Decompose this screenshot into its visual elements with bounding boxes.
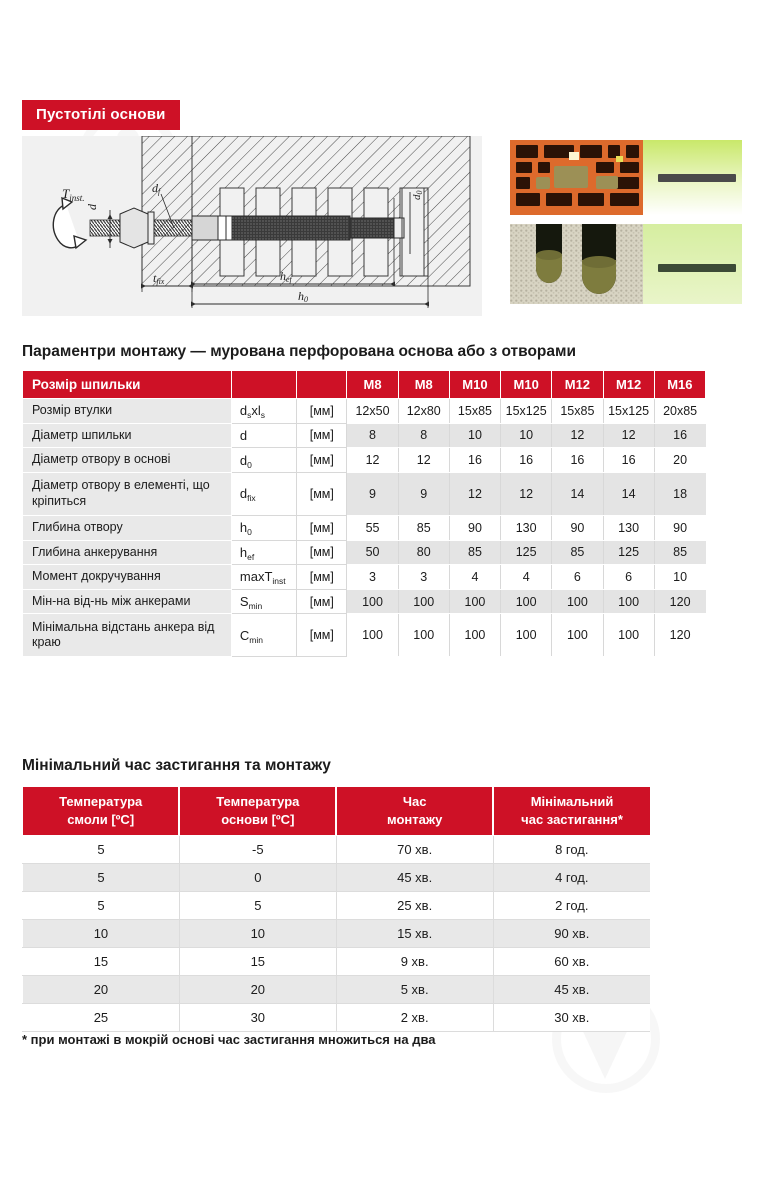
row-value: 3 (347, 565, 398, 590)
cure-table-body (23, 836, 651, 1032)
row-value: 45 хв. (336, 864, 493, 892)
row-value: 60 хв. (493, 948, 650, 976)
row-value: 125 (603, 540, 654, 565)
header-line-2: монтажу (387, 812, 443, 827)
table-row (23, 399, 706, 424)
row-value: 12 (501, 472, 552, 515)
row-symbol: $S_{min}$ (231, 589, 296, 614)
row-symbol: $d_sxl_s$ (231, 399, 296, 424)
row-value: 16 (501, 448, 552, 473)
row-value: 130 (501, 515, 552, 540)
row-value: 85 (398, 515, 449, 540)
row-value: 100 (347, 589, 398, 614)
installation-parameters-table (22, 370, 706, 657)
row-value: 10 (23, 920, 180, 948)
header-line-2: час застигання* (521, 812, 623, 827)
row-value: 16 (552, 448, 603, 473)
row-value: 25 (23, 1004, 180, 1032)
row-value: 130 (603, 515, 654, 540)
row-value: 15x85 (552, 399, 603, 424)
table-row (23, 976, 651, 1004)
row-value: 14 (552, 472, 603, 515)
row-value: 5 (23, 892, 180, 920)
row-value: 16 (603, 448, 654, 473)
row-value: 8 (398, 423, 449, 448)
row-value: 5 хв. (336, 976, 493, 1004)
row-value: 100 (501, 614, 552, 657)
header-size-6: M16 (654, 371, 705, 399)
table-row (23, 515, 706, 540)
row-value: 85 (449, 540, 500, 565)
aerated-concrete-photo (510, 224, 742, 304)
row-value: 20 (654, 448, 705, 473)
row-value: 0 (179, 864, 336, 892)
header-line-1: Температура (59, 794, 143, 810)
row-value: 6 (603, 565, 654, 590)
row-value: 20 (23, 976, 180, 1004)
table-row (23, 472, 706, 515)
diagram-label-df: df (152, 181, 161, 196)
diagram-label-h0: h0 (298, 289, 308, 304)
row-label: Момент докручування (23, 565, 232, 590)
row-value: 16 (449, 448, 500, 473)
row-label: Діаметр шпильки (23, 423, 232, 448)
row-value: 80 (398, 540, 449, 565)
header-symbol (231, 371, 296, 399)
row-value: 8 год. (493, 836, 650, 864)
header-size-2: M10 (449, 371, 500, 399)
header-line-2: смоли [ºC] (67, 812, 135, 827)
row-label: Діаметр отвору в елементі, що кріпиться (23, 472, 232, 515)
row-value: 100 (449, 589, 500, 614)
curing-time-table (22, 786, 650, 1032)
header-min-cure-time (493, 787, 650, 836)
header-resin-temperature (23, 787, 180, 836)
row-value: 20 (179, 976, 336, 1004)
table-row (23, 836, 651, 864)
header-install-time (336, 787, 493, 836)
header-size-1: M8 (398, 371, 449, 399)
table-header-row (23, 371, 706, 399)
row-value: 12x80 (398, 399, 449, 424)
row-value: 25 хв. (336, 892, 493, 920)
row-value: 15 (23, 948, 180, 976)
row-value: 12 (347, 448, 398, 473)
row-unit: [мм] (297, 399, 347, 424)
header-anchor-size: Розмір шпильки (23, 371, 232, 399)
row-value: 90 (552, 515, 603, 540)
row-symbol: d (231, 423, 296, 448)
row-value: 70 хв. (336, 836, 493, 864)
table-row (23, 892, 651, 920)
row-value: 10 (654, 565, 705, 590)
row-value: 100 (347, 614, 398, 657)
row-unit: [мм] (297, 472, 347, 515)
table-row (23, 540, 706, 565)
row-value: 18 (654, 472, 705, 515)
row-value: 100 (501, 589, 552, 614)
header-line-1: Температура (216, 794, 300, 810)
params-table-body (23, 399, 706, 657)
row-value: 12 (603, 423, 654, 448)
row-value: 100 (552, 589, 603, 614)
table-row (23, 948, 651, 976)
row-value: 90 (449, 515, 500, 540)
row-value: 15x85 (449, 399, 500, 424)
header-size-0: M8 (347, 371, 398, 399)
table-row (23, 920, 651, 948)
row-label: Діаметр отвору в основі (23, 448, 232, 473)
row-value: 16 (654, 423, 705, 448)
header-line-2: основи [ºC] (221, 812, 295, 827)
row-unit: [мм] (297, 565, 347, 590)
hollow-brick-photo (510, 140, 742, 215)
row-value: 12x50 (347, 399, 398, 424)
row-value: 45 хв. (493, 976, 650, 1004)
row-value: 8 (347, 423, 398, 448)
row-symbol: $h_{ef}$ (231, 540, 296, 565)
row-value: 90 хв. (493, 920, 650, 948)
header-line-1: Мінімальний (530, 794, 614, 810)
row-unit: [мм] (297, 614, 347, 657)
row-symbol: $d_0$ (231, 448, 296, 473)
table-row (23, 1004, 651, 1032)
row-value: 100 (398, 589, 449, 614)
row-value: 15 (179, 948, 336, 976)
row-label: Глибина отвору (23, 515, 232, 540)
row-value: 14 (603, 472, 654, 515)
cure-header-row (23, 787, 651, 836)
header-size-5: M12 (603, 371, 654, 399)
row-value: 5 (23, 864, 180, 892)
row-value: 90 (654, 515, 705, 540)
row-value: 9 хв. (336, 948, 493, 976)
table-row (23, 614, 706, 657)
footnote-wet-base: * при монтажі в мокрій основі час застигання множиться на два (22, 1032, 436, 1047)
row-value: 100 (603, 589, 654, 614)
row-value: 4 год. (493, 864, 650, 892)
row-value: 12 (449, 472, 500, 515)
table-row (23, 864, 651, 892)
row-symbol: maxT$_{inst}$ (231, 565, 296, 590)
row-unit: [мм] (297, 515, 347, 540)
header-size-3: M10 (501, 371, 552, 399)
diagram-label-torque: $T_{inst.}$ (62, 186, 85, 203)
diagram-label-d0: d0 (411, 190, 424, 200)
row-value: 30 хв. (493, 1004, 650, 1032)
row-value: 2 год. (493, 892, 650, 920)
row-unit: [мм] (297, 540, 347, 565)
row-value: -5 (179, 836, 336, 864)
row-value: 15x125 (603, 399, 654, 424)
row-value: 4 (449, 565, 500, 590)
row-value: 9 (347, 472, 398, 515)
row-value: 30 (179, 1004, 336, 1032)
row-value: 125 (501, 540, 552, 565)
row-value: 120 (654, 614, 705, 657)
row-value: 85 (654, 540, 705, 565)
diagram-label-tfix: tfix (153, 271, 165, 286)
table-row (23, 565, 706, 590)
row-value: 10 (501, 423, 552, 448)
row-label: Розмір втулки (23, 399, 232, 424)
row-value: 85 (552, 540, 603, 565)
diagram-label-hef: hef (280, 269, 292, 284)
section-badge-hollow-bases: Пустотілі основи (22, 100, 180, 130)
row-unit: [мм] (297, 589, 347, 614)
row-value: 100 (398, 614, 449, 657)
row-value: 100 (603, 614, 654, 657)
row-value: 2 хв. (336, 1004, 493, 1032)
row-value: 12 (552, 423, 603, 448)
row-value: 5 (179, 892, 336, 920)
page-title-params: Параментри монтажу — мурована перфорована основа або з отворами (22, 343, 577, 360)
row-value: 15 хв. (336, 920, 493, 948)
row-value: 12 (398, 448, 449, 473)
row-value: 100 (449, 614, 500, 657)
row-value: 50 (347, 540, 398, 565)
header-line-1: Час (402, 794, 427, 810)
row-value: 15x125 (501, 399, 552, 424)
row-value: 120 (654, 589, 705, 614)
row-value: 5 (23, 836, 180, 864)
page-title-curing: Мінімальний час застигання та монтажу (22, 757, 331, 774)
header-base-temperature (179, 787, 336, 836)
header-unit (297, 371, 347, 399)
table-row (23, 423, 706, 448)
row-value: 100 (552, 614, 603, 657)
row-symbol: $C_{min}$ (231, 614, 296, 657)
row-label: Глибина анкерування (23, 540, 232, 565)
row-value: 9 (398, 472, 449, 515)
diagram-svg (22, 136, 482, 316)
row-value: 20x85 (654, 399, 705, 424)
row-unit: [мм] (297, 448, 347, 473)
installation-diagram (22, 136, 482, 316)
header-size-4: M12 (552, 371, 603, 399)
row-label: Мінімальна відстань анкера від краю (23, 614, 232, 657)
row-symbol: $d_{fix}$ (231, 472, 296, 515)
row-value: 10 (179, 920, 336, 948)
row-value: 3 (398, 565, 449, 590)
diagram-label-d: d (85, 204, 99, 210)
table-row (23, 448, 706, 473)
row-value: 55 (347, 515, 398, 540)
row-symbol: $h_0$ (231, 515, 296, 540)
row-value: 10 (449, 423, 500, 448)
row-unit: [мм] (297, 423, 347, 448)
table-row (23, 589, 706, 614)
row-value: 4 (501, 565, 552, 590)
row-label: Мін-на від-нь між анкерами (23, 589, 232, 614)
row-value: 6 (552, 565, 603, 590)
